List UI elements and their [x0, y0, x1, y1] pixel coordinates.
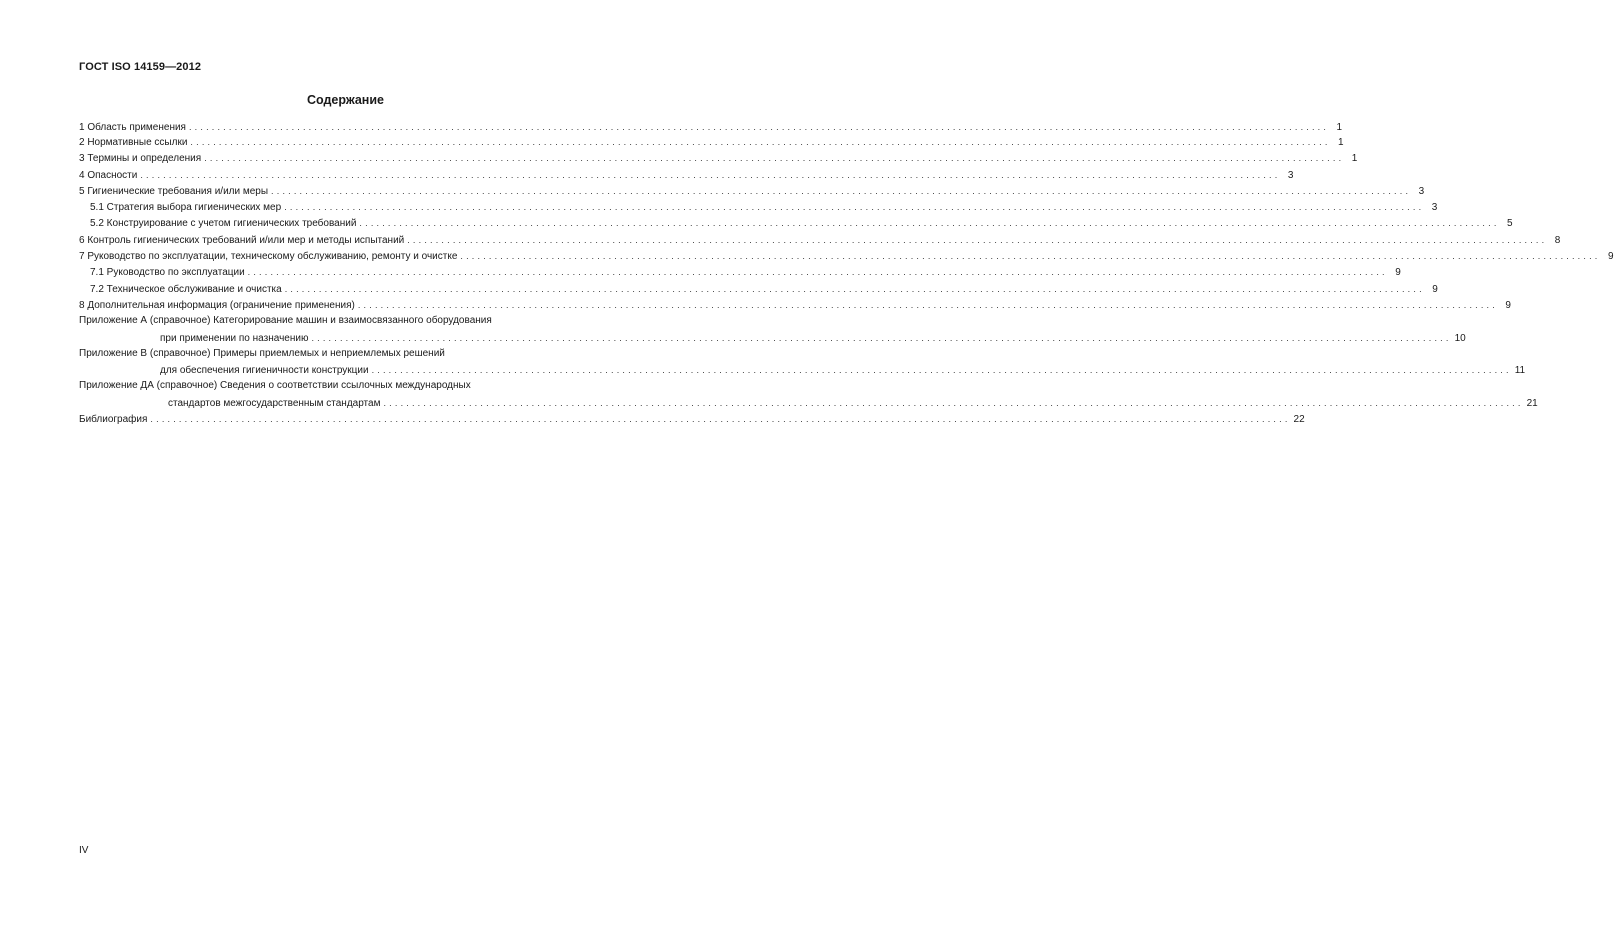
toc-entry-hazards[interactable] [79, 167, 1294, 183]
toc-entry-page: 3 [1431, 202, 1438, 214]
toc-entry-page: 9 [1505, 299, 1511, 311]
toc-entry-page: 21 [1526, 397, 1538, 409]
toc-leader-dots: ........................................................................................................................................................................................................ [383, 397, 1524, 408]
toc-entry-page: 10 [1454, 332, 1466, 344]
toc-entry-normative-references[interactable] [79, 134, 1344, 150]
toc-entry-annex-a[interactable] [79, 313, 614, 329]
toc-entry-strategy[interactable] [79, 199, 1438, 215]
toc-leader-dots: ........................................................................................................................................................................................................ [150, 414, 1291, 425]
toc-leader-dots: ........................................................................................................................................................................................................ [371, 365, 1512, 376]
toc-entry-manual[interactable] [79, 248, 1614, 264]
toc-entry-annex-b-cont[interactable] [79, 362, 1526, 378]
toc-entry-page: 3 [1418, 185, 1425, 197]
toc-entry-label: Приложение В (справочное) Примеры приемлемых и неприемлемых решений [79, 347, 445, 359]
toc-entry-label: для обеспечения гигиеничности конструкции [160, 365, 369, 377]
toc-entry-operation-manual[interactable] [79, 264, 1401, 280]
toc-entry-page: 9 [1607, 251, 1614, 263]
toc-entry-annex-da-cont[interactable] [79, 395, 1538, 411]
toc-entry-label: 5.2 Конструирование с учетом гигиенических требований [90, 218, 357, 230]
toc-entry-page: 9 [1395, 267, 1401, 279]
toc-entry-page: 1 [1336, 122, 1343, 133]
toc-entry-label: 7.2 Техническое обслуживание и очистка [90, 283, 282, 295]
toc-entry-page: 9 [1432, 283, 1438, 295]
document-standard-header: ГОСТ ISO 14159—2012 [79, 61, 202, 73]
toc-leader-dots: ........................................................................................................................................................................................................ [311, 332, 1452, 343]
toc-entry-verification[interactable] [79, 232, 1561, 248]
toc-entry-annex-da[interactable] [79, 378, 614, 394]
toc-leader-dots: ........................................................................................................................................................................................................ [271, 185, 1412, 196]
toc-entry-label: Библиография [79, 414, 148, 426]
toc-entry-label: стандартов межгосударственным стандартам [168, 397, 381, 409]
toc-entry-maintenance[interactable] [79, 281, 1438, 297]
toc-entry-label: 7.1 Руководство по эксплуатации [90, 267, 245, 279]
toc-entry-label: Приложение ДА (справочное) Сведения о соответствии ссылочных международных [79, 380, 471, 392]
toc-leader-dots: ........................................................................................................................................................................................................ [407, 234, 1548, 245]
toc-entry-label: 4 Опасности [79, 169, 138, 181]
toc-leader-dots: ........................................................................................................................................................................................................ [357, 299, 1498, 310]
table-of-contents [79, 120, 1614, 427]
toc-leader-dots: ........................................................................................................................................................................................................ [140, 169, 1281, 180]
toc-entry-page: 11 [1514, 365, 1526, 377]
page-title: Содержание [306, 93, 384, 107]
toc-leader-dots: ........................................................................................................................................................................................................ [460, 251, 1601, 262]
toc-entry-annex-a-cont[interactable] [79, 330, 1466, 346]
toc-entry-terms[interactable] [79, 150, 1358, 166]
toc-entry-bibliography[interactable] [79, 411, 1305, 427]
toc-entry-page: 22 [1293, 414, 1305, 426]
toc-leader-dots: ........................................................................................................................................................................................................ [284, 202, 1425, 213]
page-number: IV [79, 845, 89, 856]
toc-leader-dots: ........................................................................................................................................................................................................ [284, 283, 1425, 294]
toc-entry-page: 1 [1351, 153, 1358, 165]
toc-entry-label: 1 Область применения [79, 122, 186, 133]
toc-entry-label: 7 Руководство по эксплуатации, техническому обслуживанию, ремонту и очистке [79, 251, 458, 263]
toc-entry-page: 3 [1287, 169, 1294, 181]
toc-entry-annex-b[interactable] [79, 346, 614, 362]
toc-entry-label: 6 Контроль гигиенических требований и/или мер и методы испытаний [79, 234, 405, 246]
toc-entry-label: 3 Термины и определения [79, 153, 202, 165]
toc-entry-page: 5 [1506, 218, 1513, 230]
toc-leader-dots: ........................................................................................................................................................................................................ [359, 218, 1500, 229]
toc-leader-dots: ........................................................................................................................................................................................................ [188, 122, 1330, 132]
toc-entry-design[interactable] [79, 215, 1513, 231]
toc-entry-page: 8 [1554, 234, 1561, 246]
toc-leader-dots: ........................................................................................................................................................................................................ [204, 153, 1345, 164]
toc-entry-page: 1 [1337, 137, 1344, 148]
toc-entry-label: 5 Гигиенические требования и/или меры [79, 185, 269, 197]
toc-leader-dots: ........................................................................................................................................................................................................ [190, 137, 1331, 147]
toc-entry-scope[interactable] [79, 120, 1343, 134]
toc-entry-label: Приложение А (справочное) Категорирование машин и взаимосвязанного оборудования [79, 315, 492, 327]
toc-leader-dots: ........................................................................................................................................................................................................ [247, 267, 1388, 278]
toc-entry-label: 5.1 Стратегия выбора гигиенических мер [90, 202, 282, 214]
toc-entry-label: при применении по назначению [160, 332, 309, 344]
toc-entry-label: 2 Нормативные ссылки [79, 137, 188, 148]
toc-entry-hygiene-requirements[interactable] [79, 183, 1425, 199]
toc-entry-additional-info[interactable] [79, 297, 1511, 313]
toc-entry-label: 8 Дополнительная информация (ограничение применения) [79, 299, 355, 311]
